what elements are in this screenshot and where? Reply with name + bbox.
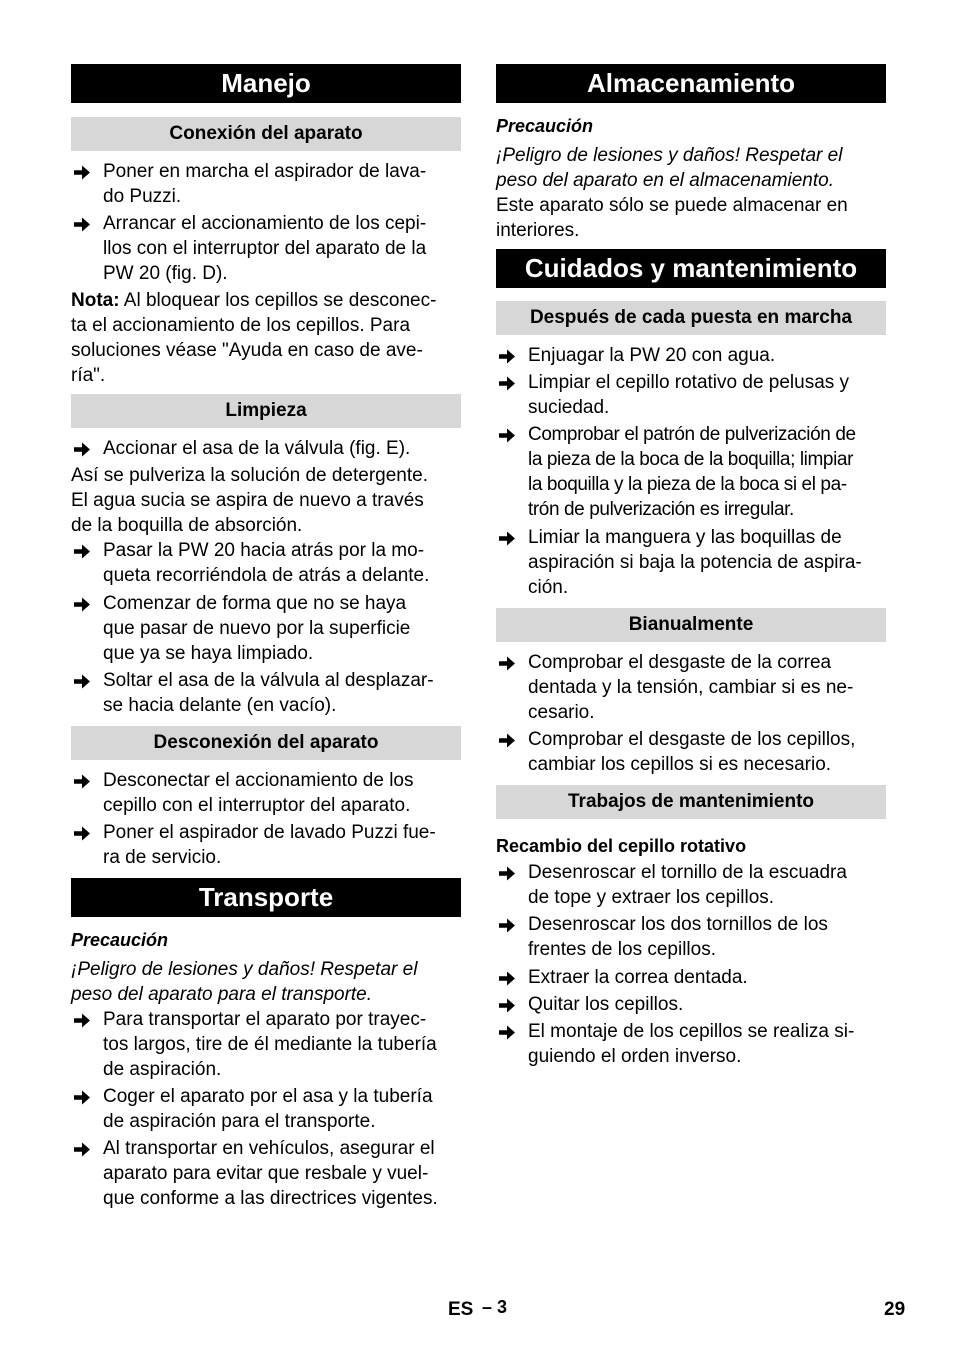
list-item-text: Comprobar el desgaste de los cepillos, cambiar los cepillos si es necesario. [528, 729, 856, 775]
list-item [71, 1084, 461, 1134]
section-title-transporte: Transporte [71, 878, 461, 917]
arrow-right-icon [498, 426, 516, 443]
warning-text: ¡Peligro de lesiones y daños! Respetar el peso del aparato en el almacenamiento. [496, 145, 843, 191]
subsection-despues: Después de cada puesta en marcha [496, 301, 886, 335]
list-item [496, 650, 886, 725]
subsection-limpieza: Limpieza [71, 394, 461, 428]
list-item [496, 992, 886, 1017]
list-item [71, 668, 461, 718]
subsection-trabajos: Trabajos de mantenimiento [496, 785, 886, 819]
list-item-text: Enjuagar la PW 20 con agua. [528, 345, 776, 366]
arrow-right-icon [498, 969, 516, 986]
footer-page-number: 29 [884, 1299, 906, 1320]
arrow-right-icon [73, 542, 91, 559]
list-item-text: Poner en marcha el aspirador de lava- do Puzzi. [103, 161, 427, 207]
arrow-right-icon [73, 672, 91, 689]
list-item [71, 436, 461, 461]
list-item [71, 538, 461, 588]
arrow-right-icon [73, 163, 91, 180]
section-title-manejo: Manejo [71, 64, 461, 103]
note-text: Al bloquear los cepillos se desconec- ta el accionamiento de los cepillos. Para soluciones véase "Ayuda en caso de ave- ría". [71, 290, 437, 386]
arrow-right-icon [498, 731, 516, 748]
list-item-text: Accionar el asa de la válvula (fig. E). [103, 438, 411, 459]
arrow-right-icon [498, 654, 516, 671]
list-item-text: Desconectar el accionamiento de los cepillo con el interruptor del aparato. [103, 770, 414, 816]
arrow-right-icon [498, 996, 516, 1013]
list-item [71, 159, 461, 209]
subheading-recambio: Recambio del cepillo rotativo [496, 836, 747, 856]
list-item-text: Limpiar el cepillo rotativo de pelusas y suciedad. [528, 372, 850, 418]
list-item [496, 727, 886, 777]
caution-label: Precaución [71, 930, 169, 950]
arrow-right-icon [73, 215, 91, 232]
footer-language: ES [448, 1299, 474, 1320]
arrow-right-icon [73, 1011, 91, 1028]
list-item-text: Coger el aparato por el asa y la tubería de aspiración para el transporte. [103, 1086, 433, 1132]
list-item-text: Extraer la correa dentada. [528, 967, 748, 988]
arrow-right-icon [73, 824, 91, 841]
subsection-bianual: Bianualmente [496, 608, 886, 642]
subsection-conexion: Conexión del aparato [71, 117, 461, 151]
list-item-text: Quitar los cepillos. [528, 994, 684, 1015]
section-title-almacenamiento: Almacenamiento [496, 64, 886, 103]
list-item-text: Pasar la PW 20 hacia atrás por la mo- queta recorriéndola de atrás a delante. [103, 540, 430, 586]
footer-section: – 3 [482, 1297, 508, 1317]
list-item [71, 591, 461, 666]
list-item [71, 820, 461, 870]
warning-text: ¡Peligro de lesiones y daños! Respetar el peso del aparato para el transporte. [71, 959, 418, 1005]
list-item-text: Desenroscar los dos tornillos de los frentes de los cepillos. [528, 914, 828, 960]
arrow-right-icon [73, 772, 91, 789]
list-item [496, 422, 886, 522]
list-item [71, 1007, 461, 1082]
body-paragraph: Así se pulveriza la solución de detergente. El agua sucia se aspira de nuevo a través de la boquilla de absorción. [71, 465, 428, 536]
list-item [496, 525, 886, 600]
arrow-right-icon [498, 1023, 516, 1040]
list-item-text: Comprobar el desgaste de la correa dentada y la tensión, cambiar si es ne- cesario. [528, 652, 854, 723]
list-item-text: Soltar el asa de la válvula al desplazar- se hacia delante (en vacío). [103, 670, 434, 716]
list-item [71, 211, 461, 286]
arrow-right-icon [73, 1140, 91, 1157]
arrow-right-icon [498, 374, 516, 391]
list-item-text: Al transportar en vehículos, asegurar el aparato para evitar que resbale y vuel- que conforme a las directrices vigentes. [103, 1138, 438, 1209]
arrow-right-icon [498, 916, 516, 933]
list-item-text: El montaje de los cepillos se realiza si- guiendo el orden inverso. [528, 1021, 855, 1067]
body-paragraph: Este aparato sólo se puede almacenar en interiores. [496, 195, 848, 241]
list-item [496, 370, 886, 420]
arrow-right-icon [498, 864, 516, 881]
caution-label: Precaución [496, 116, 594, 136]
list-item-text: Desenroscar el tornillo de la escuadra de tope y extraer los cepillos. [528, 862, 847, 908]
list-item [71, 768, 461, 818]
list-item [71, 1136, 461, 1211]
note-paragraph [71, 288, 461, 388]
section-title-cuidados: Cuidados y mantenimiento [496, 249, 886, 288]
arrow-right-icon [498, 347, 516, 364]
arrow-right-icon [73, 440, 91, 457]
list-item-text: Poner el aspirador de lavado Puzzi fue- ra de servicio. [103, 822, 436, 868]
arrow-right-icon [73, 595, 91, 612]
list-item-text: Limiar la manguera y las boquillas de aspiración si baja la potencia de aspira- ción. [528, 527, 862, 598]
list-item-text: Arrancar el accionamiento de los cepi- llos con el interruptor del aparato de la PW 20 (fig. D). [103, 213, 427, 284]
list-item-text: Comprobar el patrón de pulverización de la pieza de la boca de la boquilla; limpiar la boquilla y la pieza de la boca si el pa- trón de pulverización es irregular. [528, 424, 856, 520]
list-item [496, 1019, 886, 1069]
list-item [496, 860, 886, 910]
list-item [496, 343, 886, 368]
list-item [496, 965, 886, 990]
arrow-right-icon [498, 529, 516, 546]
list-item-text: Para transportar el aparato por trayec- tos largos, tire de él mediante la tubería de aspiración. [103, 1009, 437, 1080]
list-item [496, 912, 886, 962]
list-item-text: Comenzar de forma que no se haya que pasar de nuevo por la superficie que ya se haya limpiado. [103, 593, 411, 664]
note-label: Nota: [71, 290, 120, 311]
arrow-right-icon [73, 1088, 91, 1105]
subsection-desconexion: Desconexión del aparato [71, 726, 461, 760]
